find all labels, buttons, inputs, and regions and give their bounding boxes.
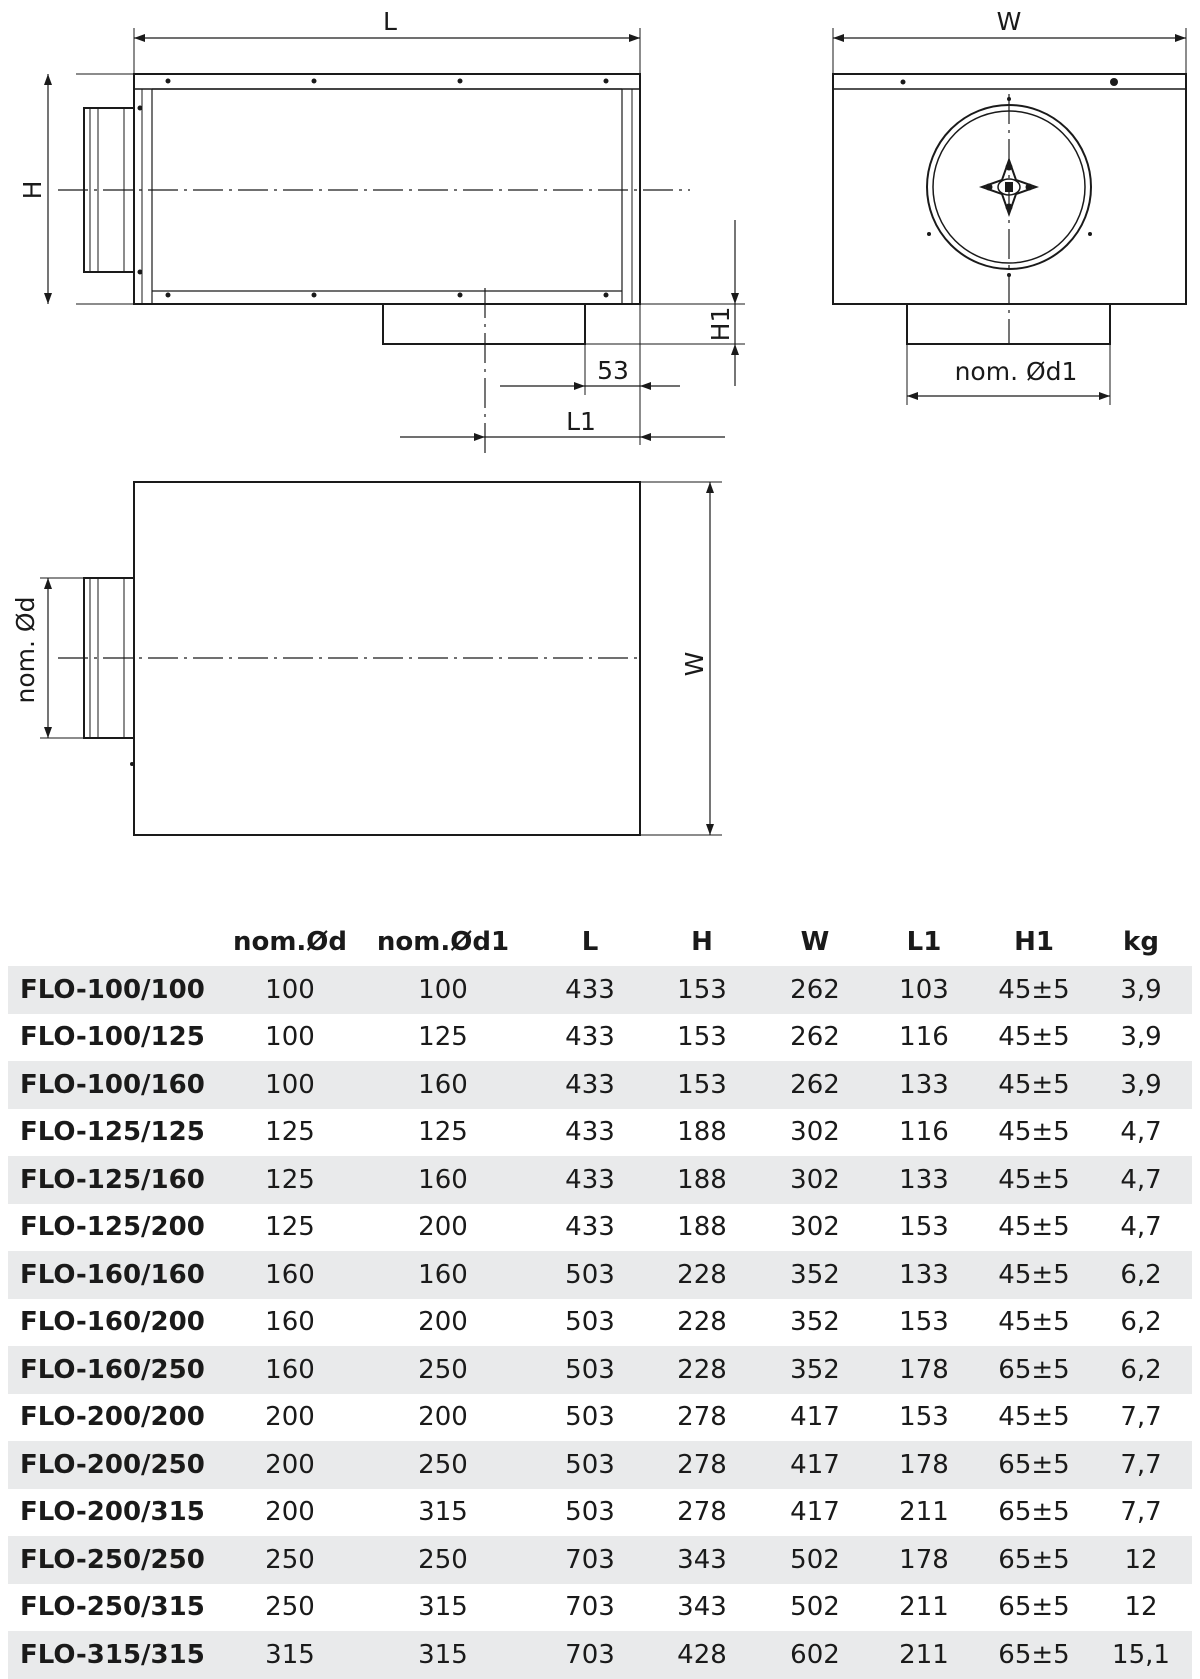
- cell-h: 153: [644, 1061, 760, 1109]
- cell-h: 153: [644, 1014, 760, 1062]
- cell-w: 502: [760, 1584, 870, 1632]
- cell-h: 228: [644, 1251, 760, 1299]
- cell-kg: 3,9: [1090, 1014, 1192, 1062]
- cell-kg: 7,7: [1090, 1394, 1192, 1442]
- table-row: [8, 966, 1192, 1014]
- cell-w: 417: [760, 1441, 870, 1489]
- table-row: [8, 1109, 1192, 1157]
- cell-model: FLO-315/315: [8, 1631, 230, 1679]
- cell-h: 188: [644, 1204, 760, 1252]
- cell-h1: 45±5: [978, 1156, 1090, 1204]
- cell-nom-d1: 200: [350, 1394, 536, 1442]
- dim-w-label: W: [996, 7, 1022, 36]
- cell-kg: 3,9: [1090, 1061, 1192, 1109]
- table-row: [8, 1299, 1192, 1347]
- cell-nom-d: 200: [230, 1441, 350, 1489]
- cell-h1: 65±5: [978, 1489, 1090, 1537]
- cell-model: FLO-160/160: [8, 1251, 230, 1299]
- top-view: [11, 482, 722, 835]
- cell-kg: 4,7: [1090, 1204, 1192, 1252]
- cell-l1: 116: [870, 1014, 978, 1062]
- cell-h: 228: [644, 1346, 760, 1394]
- cell-l1: 133: [870, 1156, 978, 1204]
- cell-h1: 45±5: [978, 966, 1090, 1014]
- front-view: [833, 7, 1186, 405]
- cell-nom-d: 250: [230, 1584, 350, 1632]
- cell-nom-d1: 100: [350, 966, 536, 1014]
- cell-kg: 7,7: [1090, 1489, 1192, 1537]
- cell-kg: 4,7: [1090, 1156, 1192, 1204]
- cell-kg: 6,2: [1090, 1346, 1192, 1394]
- cell-nom-d1: 250: [350, 1536, 536, 1584]
- cell-h: 278: [644, 1394, 760, 1442]
- cell-l: 433: [536, 1109, 644, 1157]
- cell-nom-d1: 315: [350, 1584, 536, 1632]
- cell-h1: 45±5: [978, 1251, 1090, 1299]
- cell-nom-d: 100: [230, 1061, 350, 1109]
- cell-l: 703: [536, 1584, 644, 1632]
- side-view-body: [134, 74, 640, 304]
- cell-h: 343: [644, 1536, 760, 1584]
- cell-l: 433: [536, 1014, 644, 1062]
- cell-model: FLO-160/250: [8, 1346, 230, 1394]
- cell-h1: 45±5: [978, 1299, 1090, 1347]
- cell-l1: 103: [870, 966, 978, 1014]
- cell-l1: 178: [870, 1536, 978, 1584]
- cell-h: 343: [644, 1584, 760, 1632]
- cell-w: 352: [760, 1346, 870, 1394]
- cell-model: FLO-250/250: [8, 1536, 230, 1584]
- cell-l1: 178: [870, 1346, 978, 1394]
- header-h: H: [691, 927, 713, 957]
- cell-kg: 12: [1090, 1536, 1192, 1584]
- table-row: [8, 1156, 1192, 1204]
- cell-nom-d1: 250: [350, 1441, 536, 1489]
- cell-l1: 133: [870, 1061, 978, 1109]
- cell-kg: 15,1: [1090, 1631, 1192, 1679]
- header-kg: kg: [1123, 927, 1159, 957]
- cell-nom-d1: 125: [350, 1109, 536, 1157]
- cell-h1: 45±5: [978, 1204, 1090, 1252]
- table-row: [8, 1061, 1192, 1109]
- table-row: [8, 1014, 1192, 1062]
- header-nom-d: nom.Ød: [232, 927, 348, 957]
- cell-w: 417: [760, 1489, 870, 1537]
- cell-l: 503: [536, 1394, 644, 1442]
- cell-l: 433: [536, 1204, 644, 1252]
- cell-model: FLO-160/200: [8, 1299, 230, 1347]
- cell-l1: 153: [870, 1299, 978, 1347]
- cell-model: FLO-200/250: [8, 1441, 230, 1489]
- cell-l1: 116: [870, 1109, 978, 1157]
- cell-h1: 45±5: [978, 1061, 1090, 1109]
- cell-kg: 12: [1090, 1584, 1192, 1632]
- cell-w: 302: [760, 1204, 870, 1252]
- cell-kg: 7,7: [1090, 1441, 1192, 1489]
- header-nom-d1: nom.Ød1: [376, 927, 510, 957]
- cell-nom-d: 125: [230, 1204, 350, 1252]
- cell-w: 352: [760, 1251, 870, 1299]
- cell-h1: 65±5: [978, 1441, 1090, 1489]
- cell-nom-d: 160: [230, 1346, 350, 1394]
- cell-l: 433: [536, 966, 644, 1014]
- cell-nom-d1: 315: [350, 1489, 536, 1537]
- side-view-rivets: [138, 79, 609, 298]
- cell-l1: 133: [870, 1251, 978, 1299]
- dim-h1-label: H1: [706, 306, 735, 342]
- cell-h1: 45±5: [978, 1394, 1090, 1442]
- side-view-top-flange: [134, 74, 640, 89]
- cell-nom-d1: 315: [350, 1631, 536, 1679]
- cell-nom-d: 200: [230, 1489, 350, 1537]
- cell-h1: 65±5: [978, 1584, 1090, 1632]
- table-row: [8, 1441, 1192, 1489]
- cell-l1: 211: [870, 1631, 978, 1679]
- cell-h1: 45±5: [978, 1014, 1090, 1062]
- cell-l1: 211: [870, 1489, 978, 1537]
- table-row: [8, 1631, 1192, 1679]
- cell-nom-d: 160: [230, 1251, 350, 1299]
- cell-l: 503: [536, 1489, 644, 1537]
- cell-nom-d1: 160: [350, 1156, 536, 1204]
- table-row: [8, 1584, 1192, 1632]
- cell-model: FLO-125/125: [8, 1109, 230, 1157]
- cell-nom-d: 315: [230, 1631, 350, 1679]
- cell-nom-d1: 160: [350, 1061, 536, 1109]
- side-view: [18, 7, 745, 455]
- cell-nom-d: 125: [230, 1156, 350, 1204]
- header-l: L: [581, 927, 599, 957]
- cell-h1: 65±5: [978, 1536, 1090, 1584]
- cell-l: 503: [536, 1441, 644, 1489]
- table-row: [8, 1204, 1192, 1252]
- cell-nom-d: 250: [230, 1536, 350, 1584]
- cell-model: FLO-250/315: [8, 1584, 230, 1632]
- cell-model: FLO-125/160: [8, 1156, 230, 1204]
- cell-h: 228: [644, 1299, 760, 1347]
- cell-l1: 153: [870, 1204, 978, 1252]
- cell-w: 302: [760, 1109, 870, 1157]
- cell-l: 503: [536, 1346, 644, 1394]
- cell-nom-d1: 250: [350, 1346, 536, 1394]
- dim-d1-label: nom. Ød1: [954, 357, 1078, 386]
- dim-h-label: H: [18, 180, 47, 200]
- cell-h1: 65±5: [978, 1631, 1090, 1679]
- cell-nom-d: 100: [230, 1014, 350, 1062]
- cell-model: FLO-200/200: [8, 1394, 230, 1442]
- cell-l: 433: [536, 1156, 644, 1204]
- dim-53-label: 53: [597, 356, 629, 385]
- cell-w: 302: [760, 1156, 870, 1204]
- cell-l1: 178: [870, 1441, 978, 1489]
- cell-kg: 6,2: [1090, 1299, 1192, 1347]
- cell-kg: 3,9: [1090, 966, 1192, 1014]
- header-w: W: [800, 927, 830, 957]
- table-row: [8, 1489, 1192, 1537]
- cell-model: FLO-200/315: [8, 1489, 230, 1537]
- side-view-outlet-spigot: [383, 304, 585, 344]
- cell-nom-d1: 125: [350, 1014, 536, 1062]
- table-row: [8, 1536, 1192, 1584]
- cell-l: 433: [536, 1061, 644, 1109]
- cell-l: 503: [536, 1299, 644, 1347]
- cell-l: 503: [536, 1251, 644, 1299]
- cell-l1: 211: [870, 1584, 978, 1632]
- cell-model: FLO-100/100: [8, 966, 230, 1014]
- cell-h: 188: [644, 1109, 760, 1157]
- cell-nom-d1: 200: [350, 1299, 536, 1347]
- cell-model: FLO-100/160: [8, 1061, 230, 1109]
- cell-h: 278: [644, 1441, 760, 1489]
- cell-l: 703: [536, 1631, 644, 1679]
- cell-l1: 153: [870, 1394, 978, 1442]
- cell-kg: 4,7: [1090, 1109, 1192, 1157]
- cell-nom-d1: 160: [350, 1251, 536, 1299]
- header-h1: H1: [1014, 927, 1054, 957]
- cell-model: FLO-100/125: [8, 1014, 230, 1062]
- cell-w: 417: [760, 1394, 870, 1442]
- cell-w: 502: [760, 1536, 870, 1584]
- cell-w: 352: [760, 1299, 870, 1347]
- cell-nom-d: 125: [230, 1109, 350, 1157]
- cell-nom-d1: 200: [350, 1204, 536, 1252]
- cell-h1: 45±5: [978, 1109, 1090, 1157]
- dim-w-top-label: W: [680, 651, 709, 677]
- cell-w: 262: [760, 966, 870, 1014]
- dim-d-label: nom. Ød: [11, 596, 40, 704]
- cell-nom-d: 200: [230, 1394, 350, 1442]
- header-l1: L1: [906, 927, 942, 957]
- dimensions-table: [8, 918, 1192, 1679]
- dim-l-label: L: [383, 7, 397, 36]
- cell-h: 188: [644, 1156, 760, 1204]
- cell-h1: 65±5: [978, 1346, 1090, 1394]
- table-row: [8, 1346, 1192, 1394]
- cell-h: 278: [644, 1489, 760, 1537]
- cell-model: FLO-125/200: [8, 1204, 230, 1252]
- cell-nom-d: 100: [230, 966, 350, 1014]
- cell-w: 262: [760, 1061, 870, 1109]
- cell-h: 428: [644, 1631, 760, 1679]
- table-header-row: [8, 918, 1192, 966]
- cell-kg: 6,2: [1090, 1251, 1192, 1299]
- cell-l: 703: [536, 1536, 644, 1584]
- header-model: [8, 918, 230, 966]
- table-row: [8, 1251, 1192, 1299]
- cell-w: 602: [760, 1631, 870, 1679]
- dim-l1-label: L1: [566, 407, 596, 436]
- cell-nom-d: 160: [230, 1299, 350, 1347]
- cell-w: 262: [760, 1014, 870, 1062]
- table-row: [8, 1394, 1192, 1442]
- cell-h: 153: [644, 966, 760, 1014]
